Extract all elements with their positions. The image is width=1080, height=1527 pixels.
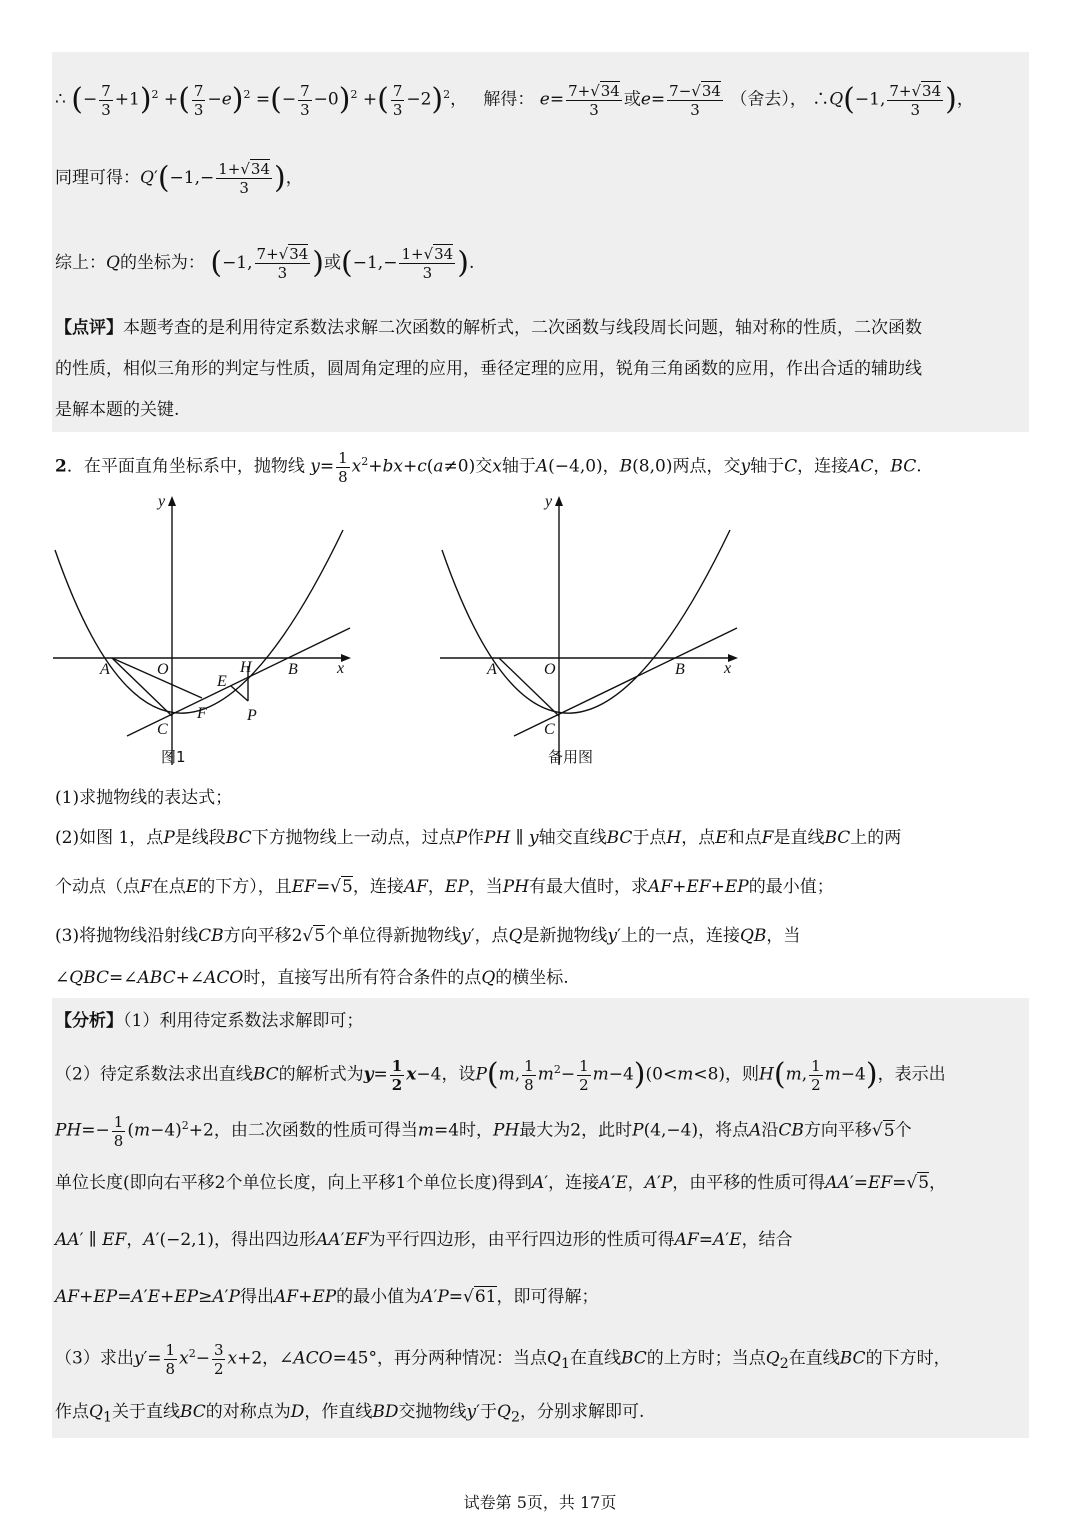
fig2-label-c: C (544, 721, 555, 738)
analysis-3-line-2: 作点$Q_1$关于直线BC的对称点为D，作直线BD交抛物线y′于$Q_2$，分别求解即可. (55, 1402, 645, 1426)
line-bc (514, 628, 737, 736)
analysis-2-line-1: （2）待定系数法求出直线BC的解析式为y= $\frac{1}{2}$ x−4，设P(m, $\frac{1}{8}$ $m^2-$ $\frac{1}{2}$ m−4)(0<m<8)，则H(m, $\frac{1}{2}$ m−4)，表示出 (55, 1056, 946, 1094)
question-3-line-1: (3)将抛物线沿射线CB方向平移2√5个单位得新抛物线y′，点Q是新抛物线y′上的一点，连接QB，当 (55, 926, 801, 946)
fig1-label-p: P (247, 707, 257, 724)
fig1-label-f: F (197, 705, 207, 722)
solution-line-3: 综上：Q的坐标为： (−1, $\frac{7+√34}{3}$ )或(−1,− $\frac{1+√34}{3}$ ). (55, 245, 475, 282)
comment-line-3: 是解本题的关键. (55, 400, 180, 420)
question-2-line-2: 个动点（点F在点E的下方），且EF=√5，连接AF，EP，当PH有最大值时，求AF+EF+EP的最小值； (55, 877, 834, 897)
parabola (55, 530, 343, 713)
fig1-label-o: O (157, 661, 169, 678)
page-footer: 试卷第 5页，共 17页 (463, 1493, 617, 1512)
fig2-label-o: O (544, 661, 556, 678)
comment-line-2: 的性质，相似三角形的判定与性质，圆周角定理的应用，垂径定理的应用，锐角三角函数的应用，作出合适的辅助线 (55, 359, 922, 379)
analysis-3-line-1: （3）求出y′= $\frac{1}{8}$ $x^2-$ $\frac{3}{2}$ x+2，∠ACO=45°，再分两种情况：当点$Q_1$在直线BC的上方时；当点$Q_2$在直线BC的下方时， (55, 1340, 951, 1378)
question-1: (1)求抛物线的表达式； (55, 788, 233, 808)
figure-1-caption: 图1 (161, 748, 186, 766)
fig1-label-c: C (157, 721, 168, 738)
question-3-line-2: ∠QBC=∠ABC+∠ACO时，直接写出所有符合条件的点Q的横坐标. (55, 968, 569, 988)
fig1-label-a: A (100, 661, 110, 678)
analysis-2-line-4: AA′ ∥ EF，A′(−2,1)，得出四边形AA′EF为平行四边形，由平行四边形的性质可得AF=A′E，结合 (55, 1230, 793, 1250)
figure-2 (432, 490, 752, 770)
fig1-label-x: x (337, 660, 345, 677)
fig1-label-y: y (158, 493, 166, 510)
comment-line-1: 【点评】本题考查的是利用待定系数法求解二次函数的解析式，二次函数与线段周长问题，轴对称的性质，二次函数 (55, 318, 922, 338)
fig2-label-b: B (675, 661, 685, 678)
fig2-label-a: A (487, 661, 497, 678)
problem-stem: 2．在平面直角坐标系中，抛物线 y= $\frac{1}{8}$ $x^2+bx+c(a\ne 0)$交x轴于A(−4,0)，B(8,0)两点，交y轴于C，连接AC，BC. (55, 448, 922, 486)
fig1-label-b: B (288, 661, 298, 678)
analysis-2-line-3: 单位长度(即向右平移2个单位长度，向上平移1个单位长度)得到A′，连接A′E，A′P，由平移的性质可得AA′=EF=√5， (55, 1173, 947, 1193)
analysis-2-line-5: AF+EP=A′E+EP≥A′P得出AF+EP的最小值为A′P=√61，即可得解； (55, 1287, 599, 1307)
segment-ep (231, 686, 248, 701)
fig2-label-x: x (724, 660, 732, 677)
fig1-label-h: H (240, 659, 252, 676)
fig2-label-y: y (545, 493, 553, 510)
solution-line-2: 同理可得：Q′(−1,− $\frac{1+√34}{3}$ )， (55, 160, 303, 197)
figure-2-caption: 备用图 (548, 748, 594, 766)
fig1-label-e: E (217, 673, 227, 690)
line-bc (127, 628, 350, 736)
figure-1 (45, 490, 365, 770)
parabola (442, 530, 730, 713)
solution-line-1: ∴ (− $\frac{7}{3}$ +1)$^2$ +( $\frac{7}{3}$ −e)$^2$ =(− $\frac{7}{3}$ −0)$^2$ +( $\frac{7}{3}$ −2)$^2$， 解得： e= $\frac{7+√34}{3}$ 或e= $\frac{7-√34}{3}$ （舍去）， ∴Q(−1, $\frac{7+√34}{3}$ )， (55, 81, 974, 119)
y-arrow (555, 496, 563, 506)
analysis-line-1: 【分析】（1）利用待定系数法求解即可； (55, 1011, 364, 1031)
analysis-2-line-2: PH=− $\frac{1}{8}$ $(m-4)^2+2$，由二次函数的性质可得当m=4时，PH最大为2，此时P(4,−4)，将点A沿CB方向平移√5个 (55, 1112, 912, 1150)
question-2-line-1: (2)如图 1，点P是线段BC下方抛物线上一动点，过点P作PH ∥ y轴交直线BC于点H，点E和点F是直线BC上的两 (55, 828, 902, 848)
y-arrow (168, 496, 176, 506)
